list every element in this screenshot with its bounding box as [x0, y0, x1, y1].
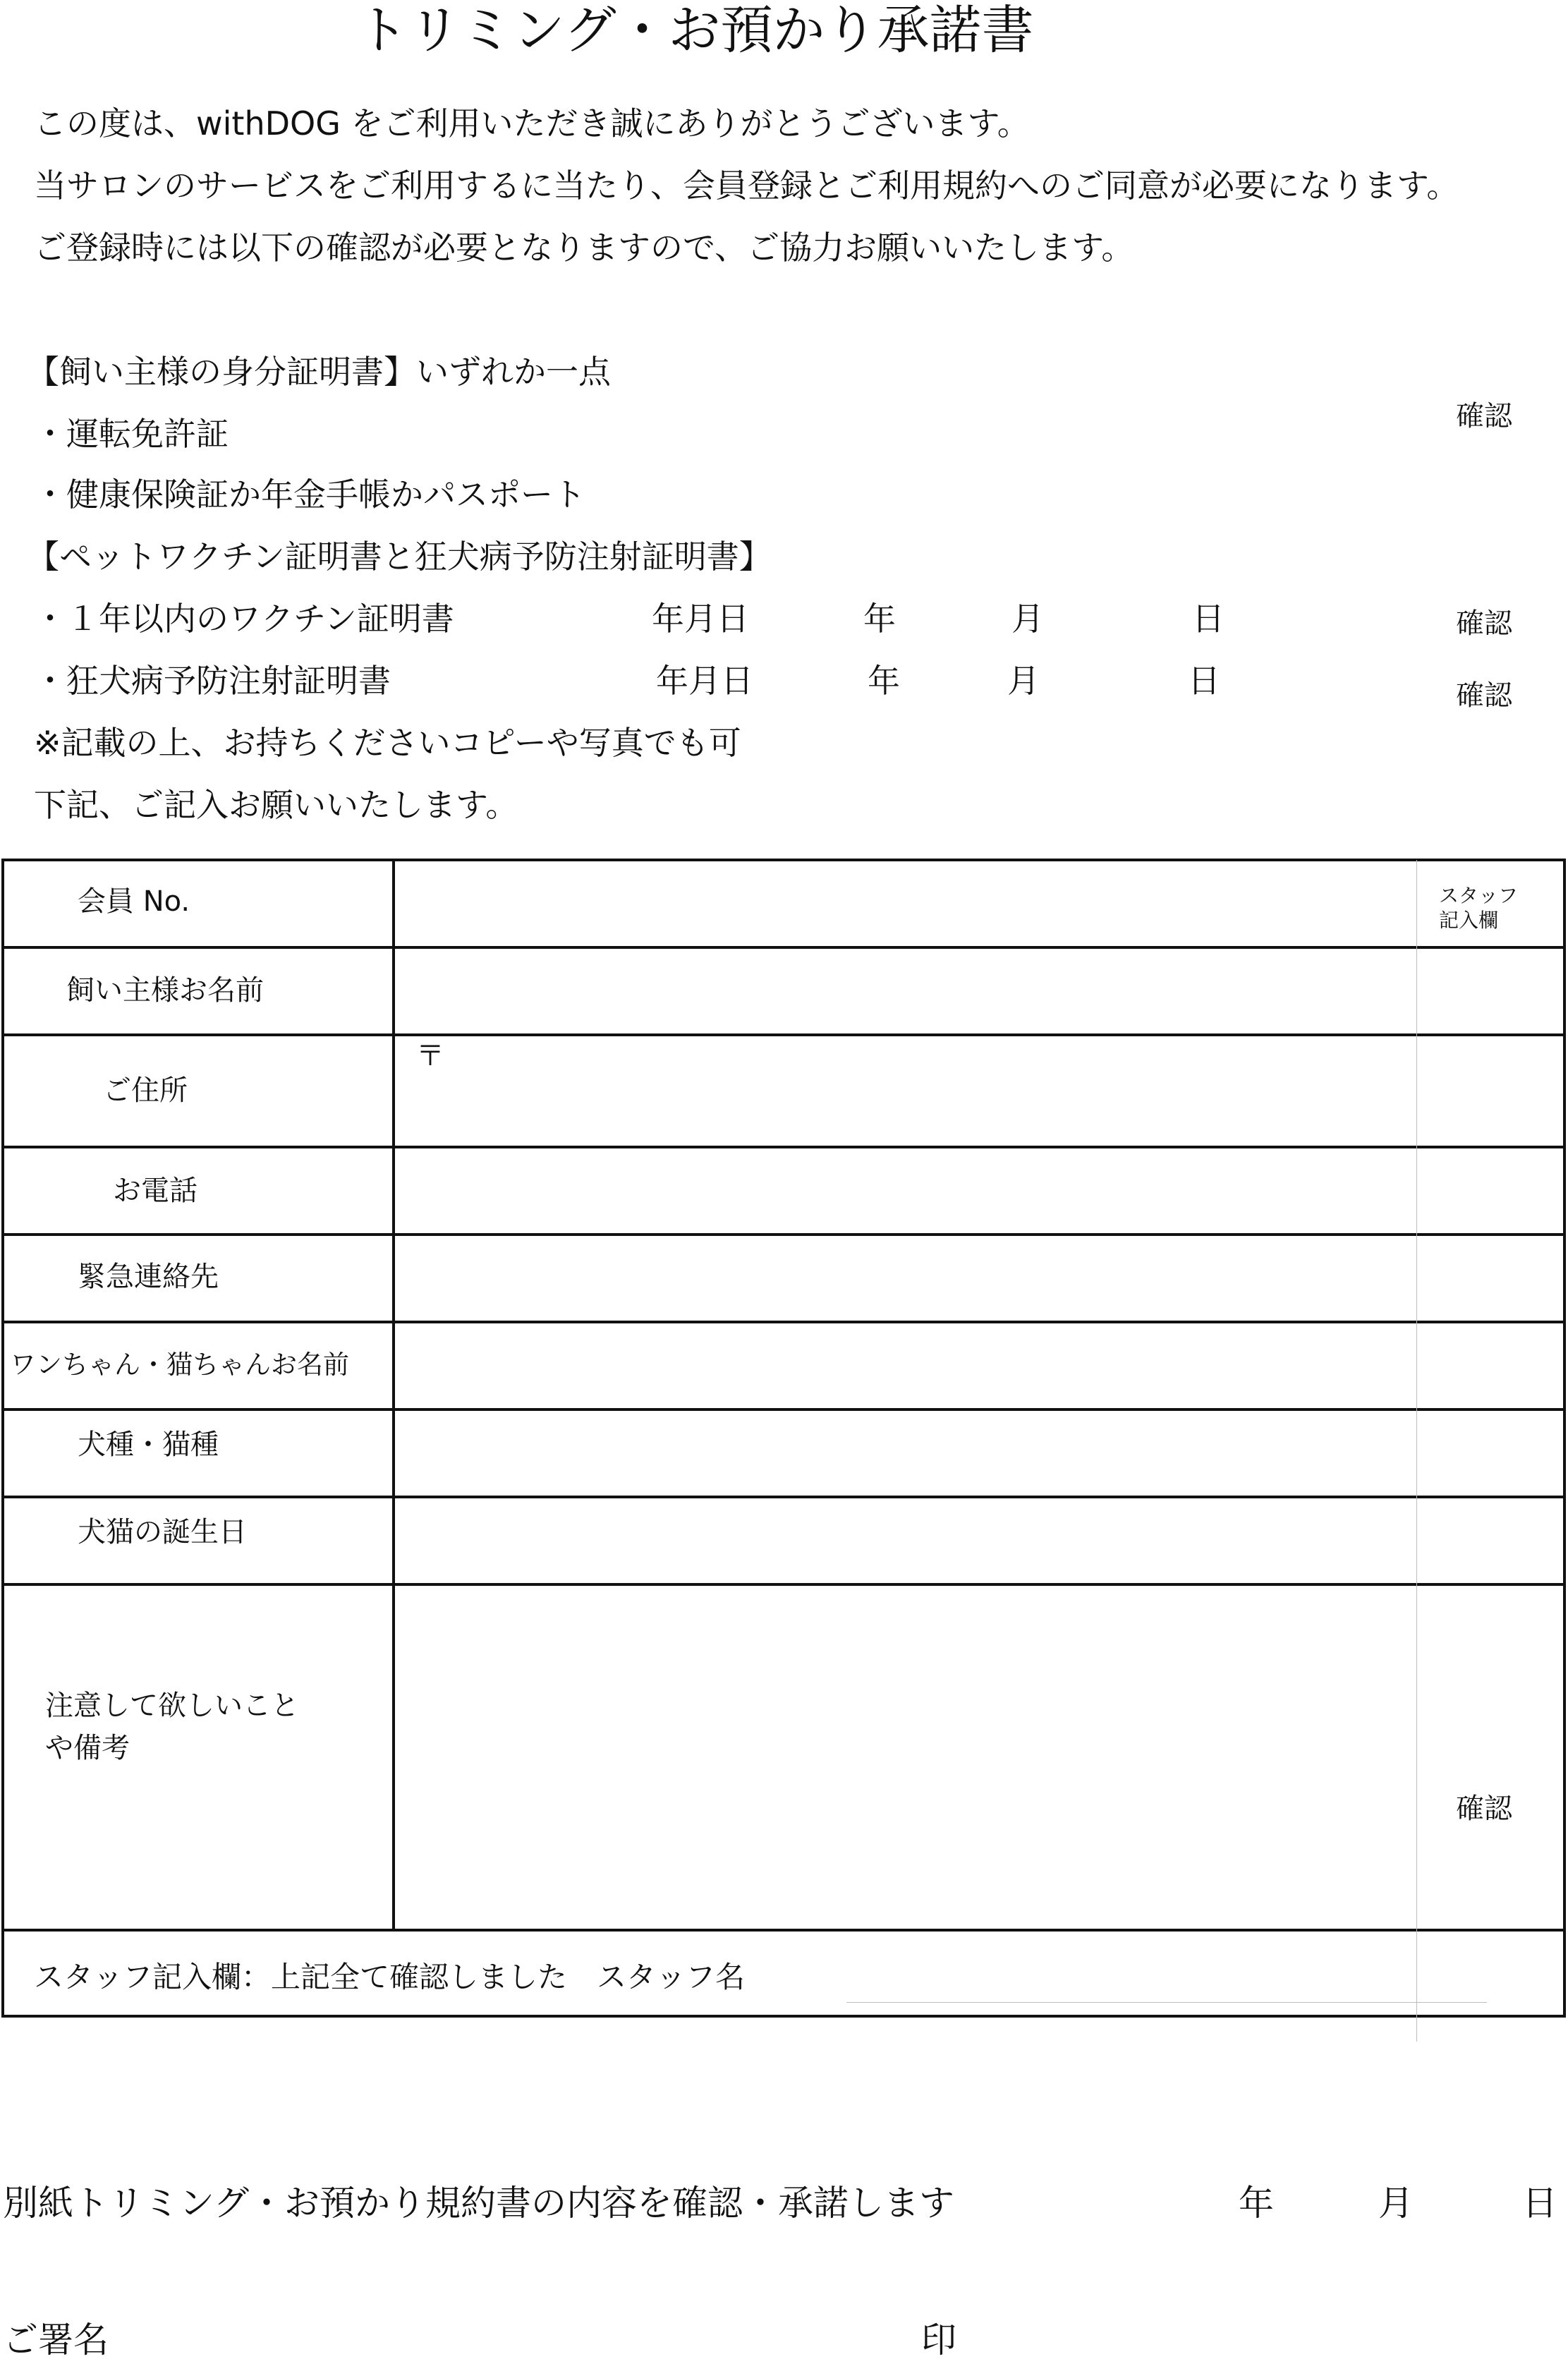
agreement-year-field[interactable]: 年 — [1239, 2183, 1274, 2224]
rabies-year-field[interactable]: 年 — [868, 662, 900, 700]
rabies-day-field[interactable]: 日 — [1188, 662, 1220, 700]
vaccine-date-label: 年月日 — [652, 600, 749, 638]
intro-line-1: この度は、withDOG をご利用いただき誠にありがとうございます。 — [34, 104, 1030, 142]
label-owner-name: 飼い主様お名前 — [66, 974, 264, 1007]
id-item-insurance: ・健康保険証か年金手帳かパスポート — [34, 475, 585, 514]
rabies-row-label: ・狂犬病予防注射証明書 — [34, 662, 391, 700]
label-pet-birthday: 犬猫の誕生日 — [78, 1516, 247, 1548]
vaccine-row-label: ・１年以内のワクチン証明書 — [34, 600, 454, 638]
page-title: トリミング・お預かり承諾書 — [356, 0, 1034, 61]
rabies-date-label: 年月日 — [656, 662, 753, 700]
staff-column-header: スタッフ 記入欄 — [1439, 884, 1519, 932]
vaccine-confirm-box[interactable]: 確認 — [1456, 607, 1512, 640]
agreement-day-field[interactable]: 日 — [1522, 2183, 1557, 2224]
rabies-confirm-box[interactable]: 確認 — [1456, 679, 1512, 712]
notes-confirm-box[interactable]: 確認 — [1456, 1793, 1512, 1825]
vaccine-year-field[interactable]: 年 — [863, 600, 896, 638]
label-member-no: 会員 No. — [78, 885, 190, 918]
fill-instruction: 下記、ご記入お願いいたします。 — [34, 786, 518, 824]
id-confirm-box[interactable]: 確認 — [1456, 400, 1512, 432]
copy-note: ※記載の上、お持ちくださいコピーや写真でも可 — [34, 724, 741, 762]
label-pet-name: ワンちゃん・猫ちゃんお名前 — [10, 1350, 349, 1380]
vaccine-day-field[interactable]: 日 — [1192, 600, 1224, 638]
id-section-heading: 【飼い主様の身分証明書】いずれか一点 — [27, 353, 611, 391]
label-phone: お電話 — [113, 1175, 197, 1207]
intro-line-2: 当サロンのサービスをご利用するに当たり、会員登録とご利用規約へのご同意が必要になります。 — [34, 166, 1459, 205]
member-no-input[interactable] — [396, 863, 1415, 945]
label-breed: 犬種・猫種 — [78, 1429, 219, 1461]
vaccine-month-field[interactable]: 月 — [1011, 600, 1044, 638]
pet-name-input[interactable] — [396, 1325, 1415, 1407]
label-emergency-contact: 緊急連絡先 — [78, 1261, 219, 1293]
label-address: ご住所 — [103, 1074, 188, 1107]
staff-name-input[interactable] — [846, 1955, 1487, 2001]
rabies-month-field[interactable]: 月 — [1007, 662, 1040, 700]
phone-input[interactable] — [396, 1150, 1415, 1232]
notes-textarea[interactable] — [396, 1587, 1415, 1927]
owner-name-input[interactable] — [396, 950, 1415, 1032]
id-item-license: ・運転免許証 — [34, 415, 229, 453]
emergency-contact-input[interactable] — [396, 1237, 1415, 1319]
intro-line-3: ご登録時には以下の確認が必要となりますので、ご協力お願いいたします。 — [34, 229, 1134, 267]
postal-mark: 〒 — [416, 1040, 444, 1072]
signature-label: ご署名 — [3, 2320, 109, 2360]
address-input[interactable] — [396, 1038, 1415, 1144]
staff-confirm-line: スタッフ記入欄：上記全て確認しました スタッフ名 — [34, 1960, 746, 1994]
pet-birthday-input[interactable] — [396, 1500, 1415, 1582]
agreement-month-field[interactable]: 月 — [1378, 2183, 1414, 2224]
signature-field[interactable] — [127, 2314, 903, 2363]
vaccine-section-heading: 【ペットワクチン証明書と狂犬病予防注射証明書】 — [27, 538, 772, 576]
breed-input[interactable] — [396, 1412, 1415, 1494]
label-notes: 注意して欲しいこと や備考 — [45, 1690, 299, 1764]
agreement-statement: 別紙トリミング・お預かり規約書の内容を確認・承諾します — [3, 2183, 954, 2224]
seal-mark: 印 — [921, 2320, 956, 2360]
